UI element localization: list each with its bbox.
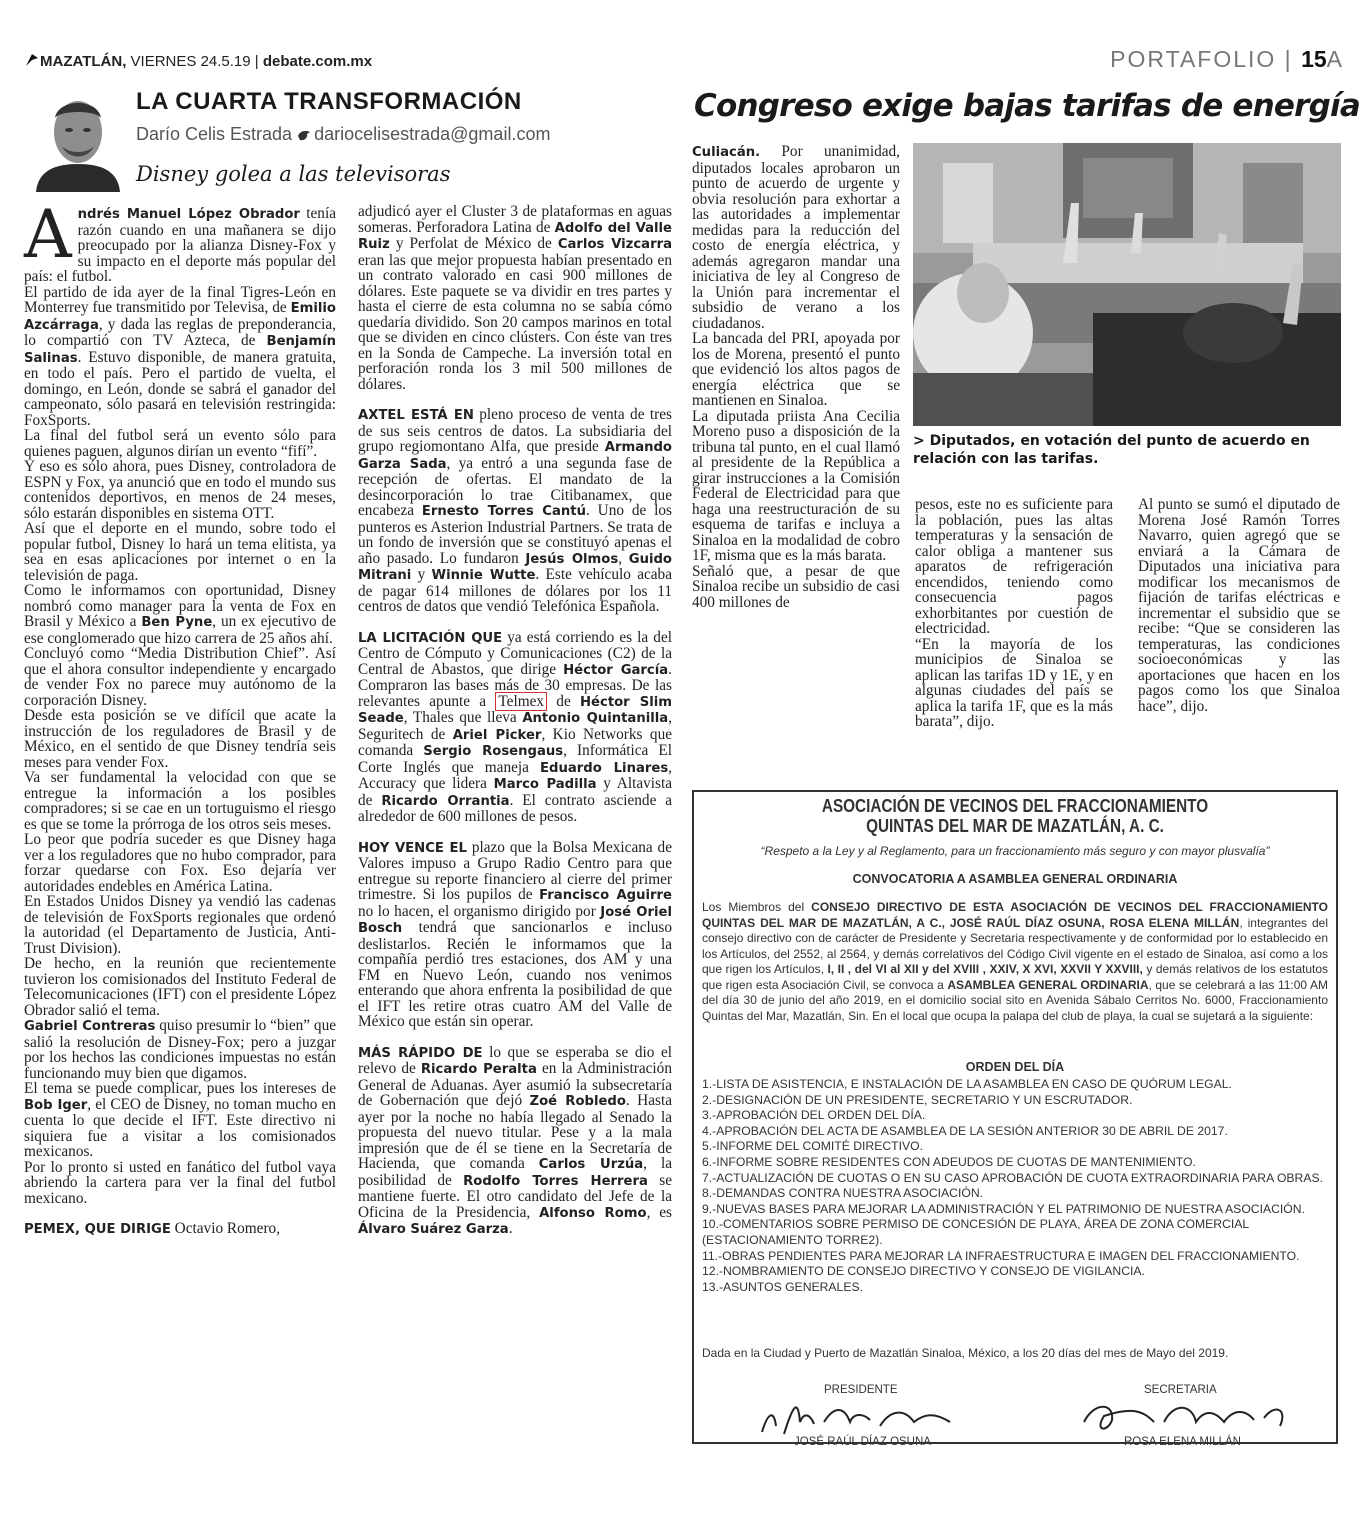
ad-body: Los Miembros del CONSEJO DIRECTIVO DE ESTA ASOCIACIÓN DE VECINOS DEL FRACCIONAMIENTO QUINTAS DEL MAR DE MAZATLÁN, A C., JOSÉ RAÚL DÍAZ OSUNA, ROSA ELENA MILLÁN, integrantes del consejo directivo con de carácter de Presidente y Secretaria respectivamente y de conformidad por lo establecido en los Artículos, del 2552, al 2564, y demás correlativos del Código Civil vigente en el estado de Sinaloa, así como a los que rigen los Artículos, I, II , del VI al XII y del XVIII , XXIV, X XVI, XXVII Y XXVIII, y demás relativos de los estatutos que rigen esta Asociación Civil, se convoca a ASAMBLEA GENERAL ORDINARIA, que se celebrará a las 11:00 AM del día 30 de junio del año 2019, en el domicilio social sito en Avenida Sábalo Cerritos No. 6000, Fraccionamiento Quintas del Mar, Mazatlán, Sin. En el local que ocupa la palapa del club de playa, la cual se sujetará a la siguiente: xyxy=(702,900,1329,1023)
paragraph: Por lo pronto si usted en fanático del futbol vaya abriendo la cartera para ver la final del futbol mexicano. xyxy=(24,1158,336,1207)
agenda-item: 1.-LISTA DE ASISTENCIA, E INSTALACIÓN DE LA ASAMBLEA EN CASO DE QUÓRUM LEGAL. xyxy=(702,1077,1232,1091)
agenda-item: 11.-OBRAS PENDIENTES PARA MEJORAR LA INFRAESTRUCTURA E IMAGEN DEL FRACCIONAMIENTO. xyxy=(702,1248,1300,1263)
paragraph: Va ser fundamental la velocidad con que se entregue la información a los posibles compradores; si se cae en un tortuguismo el riesgo es que se tome la prórroga de los otros seis meses. xyxy=(24,769,336,833)
article-headline: Congreso exige bajas tarifas de energía xyxy=(694,88,1360,124)
photo-caption: > Diputados, en votación del punto de acuerdo en relación con las tarifas. xyxy=(913,433,1310,467)
paragraph: tenía razón cuando en una mañanera se dijo preocupado por la alianza Disney-Fox y su impacto en el deporte más popular del país: el futbol. xyxy=(24,205,336,285)
paragraph: El tema se puede complicar, pues los intereses de Bob Iger, el CEO de Disney, no toman mucho en cuenta lo que decide el IFT. Este directivo ni siquiera fue a visitar a los comisionados mexicanos. xyxy=(24,1080,336,1160)
header-city: MAZATLÁN, xyxy=(40,53,127,70)
agenda-item: 6.-INFORME SOBRE RESIDENTES CON ADEUDOS DE CUOTAS DE MANTENIMIENTO. xyxy=(702,1154,1196,1169)
paragraph: Y eso es sólo ahora, pues Disney, controladora de ESPN y Fox, ya anunció que en todo el mundo sus contenidos deportivos, en menos de 24 meses, sólo estarán disponibles en sistema OTT. xyxy=(24,458,336,522)
article-column-1 xyxy=(692,144,900,610)
paragraph: En Estados Unidos Disney ya vendió las cadenas de televisión de FoxSports regionales que ordenó la autoridad (el Departamento de Justicia, Anti-Trust Division). xyxy=(24,893,336,957)
paragraph: Gabriel Contreras quiso presumir lo “bien” que salió la resolución de Disney-Fox; pero a juzgar por los hechos las condiciones impuestas no están funcionando muy bien que digamos. xyxy=(24,1017,337,1082)
dropcap: A xyxy=(24,196,72,273)
paragraph: De hecho, en la reunión que recientemente tuvieron los comisionados del Instituto Federal de Telecomunicaciones (IFT) con el presidente López Obrador salió el tema. xyxy=(24,955,336,1019)
dateline: Culiacán. xyxy=(692,145,761,160)
ad-motto: “Respeto a la Ley y al Reglamento, para un fraccionamiento más seguro y con mayor plusvalía” xyxy=(760,844,1270,858)
highlighted-word: Telmex xyxy=(495,692,547,711)
article-column-3 xyxy=(1138,497,1340,714)
agenda-item: 10.-COMENTARIOS SOBRE PERMISO DE CONCESIÓN DE PLAYA, ÁREA DE ZONA COMERCIAL (ESTACIONAMIENTO TORRE2). xyxy=(702,1217,1249,1247)
columnist-photo xyxy=(28,88,128,192)
paragraph: “En la mayoría de los municipios de Sinaloa se aplican las tarifas 1D y 1E, y en algunas ciudades del país se aplica la tarifa 1F, que es la más barata”, dijo. xyxy=(915,635,1113,730)
bird-icon xyxy=(297,128,311,142)
paragraph: La final del futbol será un evento sólo para quienes paguen, algunos dirían un evento “fifí”. xyxy=(24,427,336,460)
agenda-item: 3.-APROBACIÓN DEL ORDEN DEL DÍA. xyxy=(702,1108,926,1123)
agenda-item: 2.-DESIGNACIÓN DE UN PRESIDENTE, SECRETARIO Y UN ESCRUTADOR. xyxy=(702,1092,1133,1107)
paragraph: Concluyó como “Media Distribution Chief”. Así que el ahora consultor independiente y encargado de vender Fox no parece muy autónomo de la corporación Disney. xyxy=(24,645,336,709)
paragraph: Como le informamos con oportunidad, Disney nombró como manager para la venta de Fox en Brasil y México a Ben Pyne, un ex ejecutivo de ese conglomerado que hizo carrera de 25 años ahí. xyxy=(24,582,336,647)
paragraph: MÁS RÁPIDO DE lo que se esperaba se dio el relevo de Ricardo Peralta en la Administración General de Aduanas. Ayer asumió la subsecretaría de Gobernación que dejó Zoé Robledo. Hasta ayer por la noche no había llegado al Senado la propuesta del nuevo titular. Pese y a la mala impresión que de él se tiene en la Secretaría de Hacienda, que comanda Carlos Urzúa, la posibilidad de Rodolfo Torres Herrera se mantiene fuerte. El otro candidato del Jefe de la Oficina de la Presidencia, Alfonso Romo, es Álvaro Suárez Garza. xyxy=(358,1043,672,1237)
president-name: JOSÉ RAÚL DÍAZ OSUNA xyxy=(794,1436,931,1448)
president-role: PRESIDENTE xyxy=(824,1384,898,1396)
paragraph: Desde esta posición se ve difícil que acate la instrucción de los reguladores de Brasil y de México, en el sentido de que Disney tendría seis meses para vender Fox. xyxy=(24,707,336,771)
paragraph: Al punto se sumó el diputado de Morena José Ramón Torres Navarro, quien agregó que se enviará a la Cámara de Diputados una iniciativa para modificar los mecanismos de fijación de tarifas eléctricas e incrementar el subsidio que se recibe: “Que se consideren las temperaturas, las condiciones socioeconómicas y las aportaciones que hacen en los pagos como los que Sinaloa hace”, dijo. xyxy=(1138,496,1340,715)
paragraph: adjudicó ayer el Cluster 3 de plataformas en aguas someras. Perforadora Latina de Adolfo del Valle Ruiz y Perfolat de México de Carlos Vizcarra eran las que mejor propuesta habían presentado en un contrato valorado en casi 900 millones de dólares. Este paquete se va dividir en tres partes y hasta el cierre de esta columna no se sabía cómo quedaría dividido. Son 20 campos marinos en total que se dividen en cinco clústers. Con éste van tres en la Sonda de Campeche. La inversión total en perforación ronda los 3 mil 500 millones de dólares. xyxy=(358,203,673,393)
lead-name: ndrés Manuel López Obrador xyxy=(77,207,300,222)
paragraph: La bancada del PRI, apoyada por los de Morena, presentó el punto que evidenció los altos pagos de energía eléctrica que se mantienen en Sinaloa. xyxy=(692,330,900,409)
header-site: debate.com.mx xyxy=(262,53,373,70)
page-header-left: MAZATLÁN, VIERNES 24.5.19 | debate.com.mx xyxy=(24,52,372,70)
author-name: Darío Celis Estrada xyxy=(136,124,293,144)
secretary-role: SECRETARIA xyxy=(1144,1384,1217,1396)
column-text-1 xyxy=(24,196,337,1238)
column-subtitle: Disney golea a las televisoras xyxy=(136,162,451,186)
agenda-item: 5.-INFORME DEL COMITÉ DIRECTIVO. xyxy=(702,1139,923,1154)
president-signature xyxy=(754,1392,984,1442)
secretary-name: ROSA ELENA MILLÁN xyxy=(1124,1436,1241,1448)
paragraph: pesos, este no es suficiente para la población, pues las altas temperaturas y la sensación de calor obliga a mantener sus aparatos de refrigeración encendidos, teniendo como consecuencia pagos exhorbitantes por cuestión de electricidad. xyxy=(915,496,1113,637)
article-column-2 xyxy=(915,497,1113,730)
page-number: 15 xyxy=(1301,46,1327,72)
congress-photo xyxy=(913,143,1341,426)
paragraph: Así que el deporte en el mundo, sobre todo el popular futbol, Disney lo hará un tema elitista, ya sea en esas aplicaciones por internet o en la televisión de paga. xyxy=(24,520,336,584)
column-text-2 xyxy=(358,204,672,1238)
agenda-item: 13.-ASUNTOS GENERALES. xyxy=(702,1279,863,1294)
newspaper-logo-icon xyxy=(24,52,40,68)
header-date: VIERNES 24.5.19 xyxy=(130,53,251,70)
ad-title: ASOCIACIÓN DE VECINOS DEL FRACCIONAMIENTO QUINTAS DEL MAR DE MAZATLÁN, A. C. xyxy=(821,796,1209,836)
paragraph: Señaló que, a pesar de que Sinaloa recibe un subsidio de casi 400 millones de xyxy=(692,562,900,611)
agenda-item: 4.-APROBACIÓN DEL ACTA DE ASAMBLEA DE LA SESIÓN ANTERIOR 30 DE ABRIL DE 2017. xyxy=(702,1123,1228,1138)
page-header-right: PORTAFOLIO | 15A xyxy=(1110,46,1344,72)
agenda-item: 7.-ACTUALIZACIÓN DE CUOTAS O EN SU CASO APROBACIÓN DE CUOTA EXTRAORDINARIA PARA OBRAS. xyxy=(702,1170,1323,1185)
agenda-item: 12.-NOMBRAMIENTO DE CONSEJO DIRECTIVO Y CONSEJO DE VIGILANCIA. xyxy=(702,1264,1145,1279)
column-title: LA CUARTA TRANSFORMACIÓN xyxy=(136,88,522,115)
ad-date-line: Dada en la Ciudad y Puerto de Mazatlán Sinaloa, México, a los 20 días del mes de Mayo del 2019. xyxy=(702,1346,1229,1360)
paragraph: PEMEX, QUE DIRIGE Octavio Romero, xyxy=(24,1220,281,1237)
assembly-notice-ad xyxy=(692,790,1338,1448)
paragraph: La diputada priista Ana Cecilia Moreno puso a disposición de la tribuna tal punto, en el cual llamó al presidente de la República a girar instrucciones a la Comisión Federal de Electricidad para que haga una reestructuración de su esquema de tarifas e incluya a Sinaloa en la modalidad de cobro 1F, misma que es la más barata. xyxy=(692,407,900,564)
page-suffix: A xyxy=(1326,46,1344,72)
paragraph: AXTEL ESTÁ EN pleno proceso de venta de tres de sus seis centros de datos. La subsidiaria del grupo regiomontano Alfa, que preside Armando Garza Sada, ya entró a una segunda fase de recepción de ofertas. El mandato de la desincorporación lo trae Citibanamex, que encabeza Ernesto Torres Cantú. Uno de los punteros es Asterion Industrial Partners. Se trata de un fondo de inversión que se constituyó apenas el año pasado. Lo fundaron Jesús Olmos, Guido Mitrani y Winnie Wutte. Este vehículo acaba de pagar 614 millones de dólares por los 11 centros de datos que vendió Telefónica Española. xyxy=(358,406,672,615)
agenda-item: 8.-DEMANDAS CONTRA NUESTRA ASOCIACIÓN. xyxy=(702,1186,984,1201)
paragraph: LA LICITACIÓN QUE ya está corriendo es la del Centro de Cómputo y Comunicaciones (C2) de la Central de Abastos, que dirige Héctor García. Compraron las bases más de 30 empresas. De las relevantes apunte a Telmex de Héctor Slim Seade, Thales que lleva Antonio Quintanilla, Seguritech de Ariel Picker, Kio Networks que comanda Sergio Rosengaus, Informática El Corte Inglés que maneja Eduardo Linares, Accuracy que lidera Marco Padilla y Altavista de Ricardo Orrantia. El contrato asciende a alrededor de 600 millones de pesos. xyxy=(358,628,673,825)
column-author-line xyxy=(136,124,550,145)
paragraph: HOY VENCE EL plazo que la Bolsa Mexicana de Valores impuso a Grupo Radio Centro para que entregue su reporte financiero al cierre del primer trimestre. Si los pupilos de Francisco Aguirre no lo hacen, el organismo dirigido por José Oriel Bosch tendrá que sancionarlos e incluso deslistarlos. Recién le informamos que la compañía perdió tres estaciones, dos AM y una FM en Nuevo León, cuando nos venimos enterando que ahora enfrenta la posibilidad de que el IFT les retire otras cuatro AM del Valle de México que están sin operar. xyxy=(358,838,672,1030)
agenda-title: ORDEN DEL DÍA xyxy=(965,1060,1065,1074)
agenda-item: 9.-NUEVAS BASES PARA MEJORAR LA ADMINISTRACIÓN Y EL PATRIMONIO DE NUESTRA ASOCIACIÓN. xyxy=(702,1201,1305,1216)
paragraph: El partido de ida ayer de la final Tigres-León en Monterrey fue transmitido por Televisa, de Emilio Azcárraga, y dada las reglas de preponderancia, lo compartió con TV Azteca, de Benjamín Salinas. Estuvo disponible, de manera gratuita, en todo el país. Pero el partido de vuelta, el domingo, en León, donde se sabrá el ganador del campeonato, sólo pasará en televisión restringida: FoxSports. xyxy=(24,283,336,429)
paragraph: Culiacán. Por unanimidad, diputados locales aprobaron un punto de acuerdo de urgente y obvia resolución para exhortar a las autoridades a implementar medidas para la reducción del costo de energía eléctrica, y además agregaron mandar una iniciativa de ley al Congreso de la Unión para incrementar el subsidio de verano a los ciudadanos. xyxy=(692,143,900,332)
secretary-signature xyxy=(1074,1392,1304,1442)
ad-convocation: CONVOCATORIA A ASAMBLEA GENERAL ORDINARIA xyxy=(852,872,1178,886)
paragraph: Lo peor que podría suceder es que Disney haga ver a los reguladores que no hubo comprador, para forzar quedarse con Fox. Eso dejaría ver autoridades endebles en América Latina. xyxy=(24,831,336,895)
agenda-list xyxy=(702,1077,1328,1295)
author-email: dariocelisestrada@gmail.com xyxy=(314,124,551,144)
section-name: PORTAFOLIO xyxy=(1110,46,1277,72)
